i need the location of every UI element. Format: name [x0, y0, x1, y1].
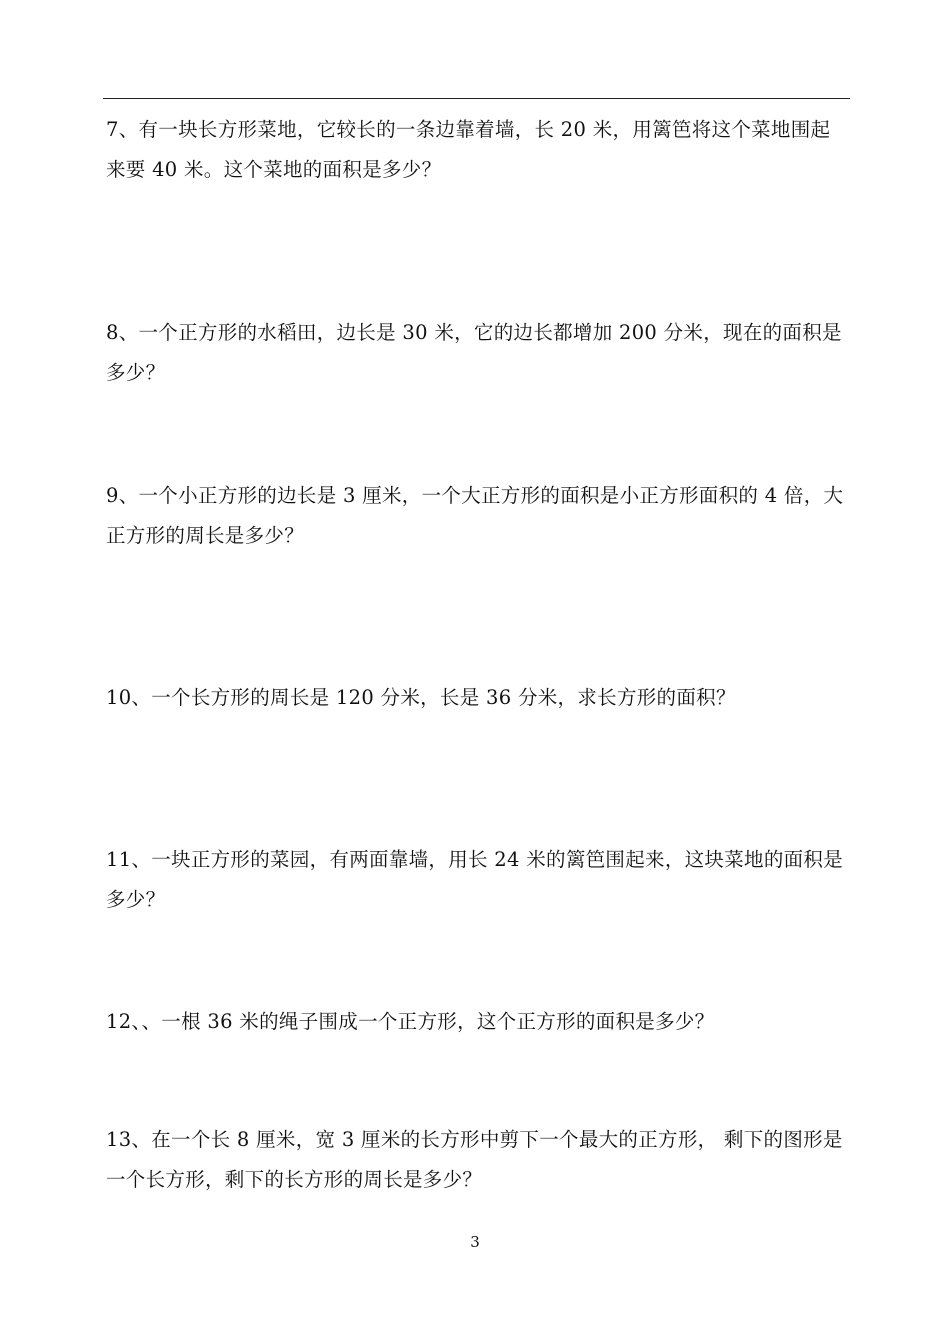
question-9: 9、一个小正方形的边长是 3 厘米，一个大正方形的面积是小正方形面积的 4 倍，大正方形的周长是多少？	[106, 484, 844, 547]
page-number: 3	[470, 1233, 480, 1251]
question-13: 13、在一个长 8 厘米，宽 3 厘米的长方形中剪下一个最大的正方形， 剩下的图形是一个长方形，剩下的长方形的周长是多少？	[106, 1128, 843, 1191]
question-12: 12、、一根 36 米的绳子围成一个正方形，这个正方形的面积是多少？	[106, 1010, 715, 1033]
question-8: 8、一个正方形的水稻田，边长是 30 米，它的边长都增加 200 分米，现在的面积是多少？	[106, 321, 842, 384]
question-10: 10、一个长方形的周长是 120 分米，长是 36 分米，求长方形的面积？	[106, 686, 736, 709]
header-rule	[103, 98, 850, 99]
question-11: 11、一块正方形的菜园，有两面靠墙，用长 24 米的篱笆围起来，这块菜地的面积是多少？	[106, 848, 844, 911]
question-7: 7、有一块长方形菜地，它较长的一条边靠着墙，长 20 米，用篱笆将这个菜地围起来要 40 米。这个菜地的面积是多少？	[106, 118, 831, 181]
